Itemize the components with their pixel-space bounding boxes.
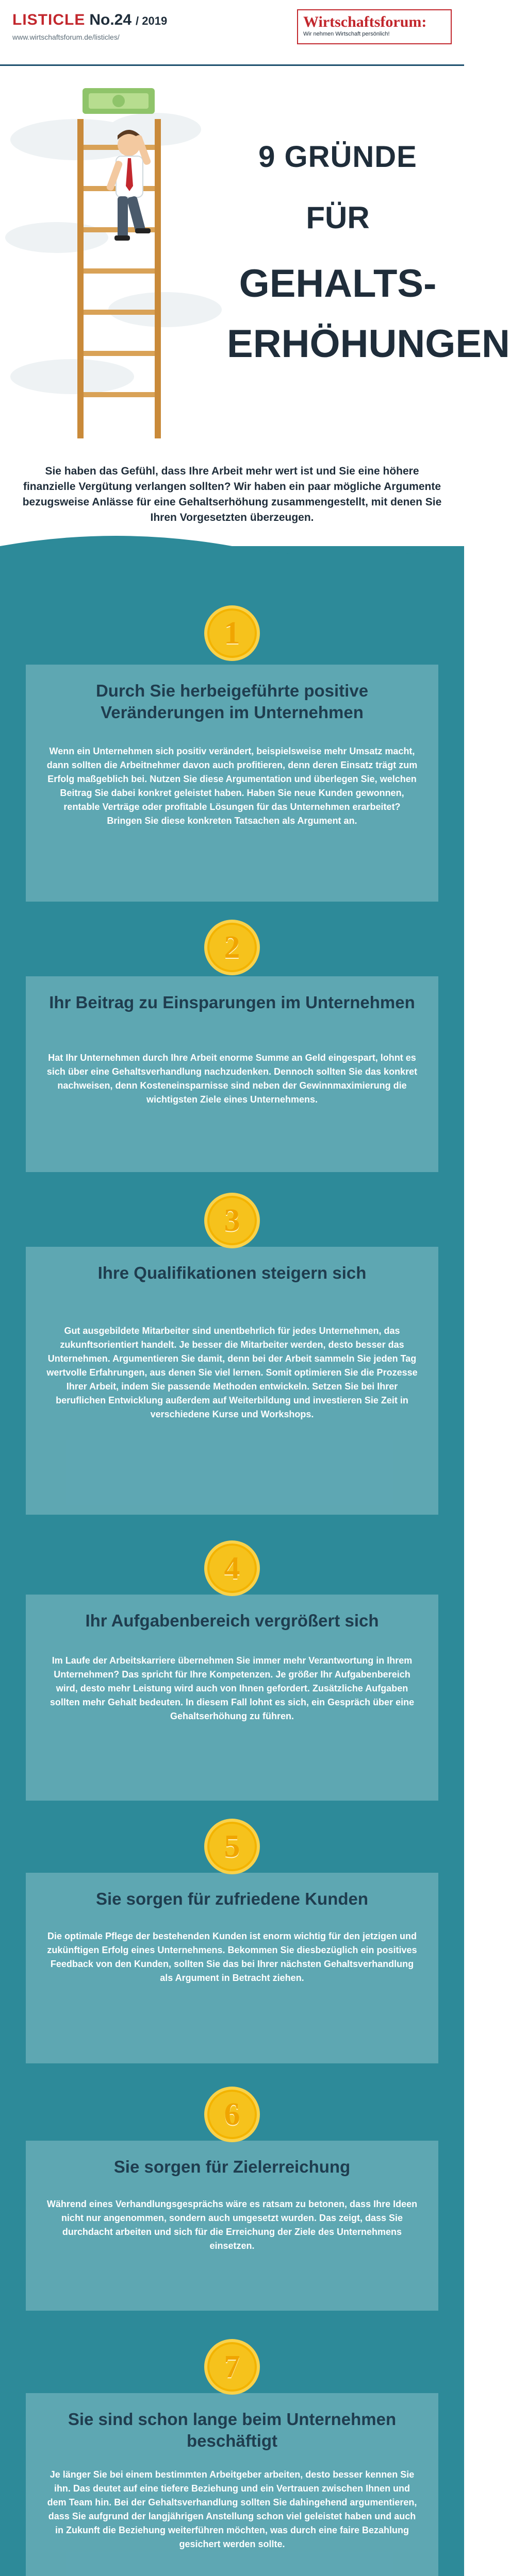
reason-number: 3 <box>224 1202 240 1238</box>
reason-text: Je länger Sie bei einem bestimmten Arbeitgeber arbeiten, desto besser kennen Sie ihn. Das deutet auf eine tiefere Beziehung und ein Vertrauen zwischen Ihnen und dem Team hin. Bei der Gehaltsverhandlung sollten Sie dahingehend argumentieren, dass Sie aufgrund der langjährigen Anstellung schon viel geleistet haben und auch in Zukunft die Beziehung weiterführen möchten, was durch eine faire Bezahlung gesichert werden sollte. <box>47 2469 417 2549</box>
reason-text: Hat Ihr Unternehmen durch Ihre Arbeit enorme Summe an Geld eingespart, lohnt es sich über eine Gehaltsverhandlung nachzudenken. Dennoch sollten Sie das konkret nachweisen, denn Kosteneinsparnisse sind neben der Gewinnmaximierung die wichtigsten Ziele eines Unternehmens. <box>46 1053 418 1105</box>
reason-title: Ihr Beitrag zu Einsparungen im Unternehmen <box>49 993 415 1012</box>
cloud-shape <box>5 222 108 253</box>
number-badge <box>204 2087 260 2142</box>
number-badge <box>204 1540 260 1596</box>
reason-text: Die optimale Pflege der bestehenden Kunden ist enorm wichtig für den jetzigen und zukünftigen Erfolg eines Unternehmens. Bekommen Sie diesbezüglich ein positives Feedback von den Kunden, sollten Sie das bei Ihrer nächsten Gehaltsverhandlung als Argument in Betracht ziehen. <box>47 1931 417 1983</box>
hero-title-line3: GEHALTS- <box>239 262 437 306</box>
reason-title: Ihr Aufgabenbereich vergrößert sich <box>85 1611 379 1630</box>
listicle-label <box>12 11 167 29</box>
hero-title-line1: 9 GRÜNDE <box>258 140 417 174</box>
header-bar <box>0 0 464 66</box>
intro-text: Sie haben das Gefühl, dass Ihre Arbeit mehr wert ist und Sie eine höhere finanzielle Vergütung verlangen sollten? Wir haben ein paar mögliche Argumente bezugsweise Anlässe für eine Gehaltserhöhung zusammengestellt, mit denen Sie Ihren Vorgesetzten überzeugen. <box>22 465 442 523</box>
wave-divider <box>0 526 464 556</box>
number-badge <box>204 2339 260 2395</box>
brand-logo[interactable] <box>297 9 452 44</box>
reason-number: 1 <box>224 615 240 651</box>
logo-tagline: Wir nehmen Wirtschaft persönlich! <box>303 31 390 37</box>
number-badge <box>204 1819 260 1874</box>
source-url[interactable]: www.wirtschaftsforum.de/listicles/ <box>12 33 120 41</box>
reason-number: 7 <box>224 2349 240 2384</box>
reason-title: Durch Sie herbeigeführte positive Veränderungen im Unternehmen <box>95 681 369 722</box>
reason-text: Wenn ein Unternehmen sich positiv verändert, beispielsweise mehr Umsatz macht, dann sollten die Arbeitnehmer davon auch profitieren, denn deren Einsatz trägt zum Erfolg maßgeblich bei. Nutzen Sie diese Argumentation und überlegen Sie, welchen Beitrag Sie dabei konkret geleistet haben. Haben Sie neue Kunden gewonnen, rentable Verträge oder profitable Lösungen für das Unternehmen erarbeitet? Bringen Sie diese konkreten Tatsachen als Argument an. <box>46 746 418 826</box>
reason-text: Während eines Verhandlungsgesprächs wäre es ratsam zu betonen, dass Ihre Ideen nicht nur angenommen, sondern auch umgesetzt wurden. Das zeigt, dass Sie durchdacht arbeiten und sich für die Erreichung der Ziele des Unternehmens einsetzen. <box>46 2199 418 2251</box>
reason-number: 6 <box>224 2096 240 2132</box>
hero <box>0 67 510 444</box>
hero-title <box>227 140 510 366</box>
listicle-number: No.24 <box>89 11 132 28</box>
reason-title: Sie sind schon lange beim Unternehmen beschäftigt <box>68 2410 397 2450</box>
listicle-year: / 2019 <box>136 14 168 27</box>
reason-number: 2 <box>224 929 240 965</box>
number-badge <box>204 920 260 975</box>
reason-number: 4 <box>224 1550 240 1586</box>
listicle-word: LISTICLE <box>12 11 86 28</box>
reason-number: 5 <box>224 1828 240 1864</box>
cloud-shape <box>10 359 134 394</box>
number-badge <box>204 1193 260 1248</box>
reason-title: Ihre Qualifikationen steigern sich <box>97 1263 367 1282</box>
hero-illustration <box>0 67 227 438</box>
hero-title-line2: FÜR <box>306 200 370 235</box>
logo-name: Wirtschaftsforum: <box>303 13 427 30</box>
reason-text: Im Laufe der Arbeitskarriere übernehmen Sie immer mehr Verantwortung in Ihrem Unternehmen? Das spricht für Ihre Kompetenzen. Je größer Ihr Aufgabenbereich wird, desto mehr Leistung wird auch von Ihnen gefordert. Zusätzliche Aufgaben sollten mehr Gehalt bedeuten. In diesem Fall lohnt es sich, ein Gespräch über eine Gehaltserhöhung zu führen. <box>50 1655 415 1721</box>
reason-title: Sie sorgen für zufriedene Kunden <box>95 1889 369 1908</box>
reason-text: Gut ausgebildete Mitarbeiter sind unentbehrlich für jedes Unternehmen, das zukunftsorientiert handelt. Je besser die Mitarbeiter werden, desto besser das Unternehmen. Argumentieren Sie damit, denn bei der Arbeit sammeln Sie jeden Tag wertvolle Erfahrungen, aus denen Sie viel lernen. Somit optimieren Sie die Prozesse Ihrer Arbeit, indem Sie passende Methoden entwickeln. Setzen Sie bei Ihrer beruflichen Entwicklung außerdem auf Weiterbildung und investieren Sie Zeit in verschiedene Kurse und Workshops. <box>46 1326 418 1419</box>
hero-title-line4: ERHÖHUNGEN <box>227 322 510 366</box>
number-badge <box>204 605 260 661</box>
reason-title: Sie sorgen für Zielerreichung <box>113 2157 351 2176</box>
